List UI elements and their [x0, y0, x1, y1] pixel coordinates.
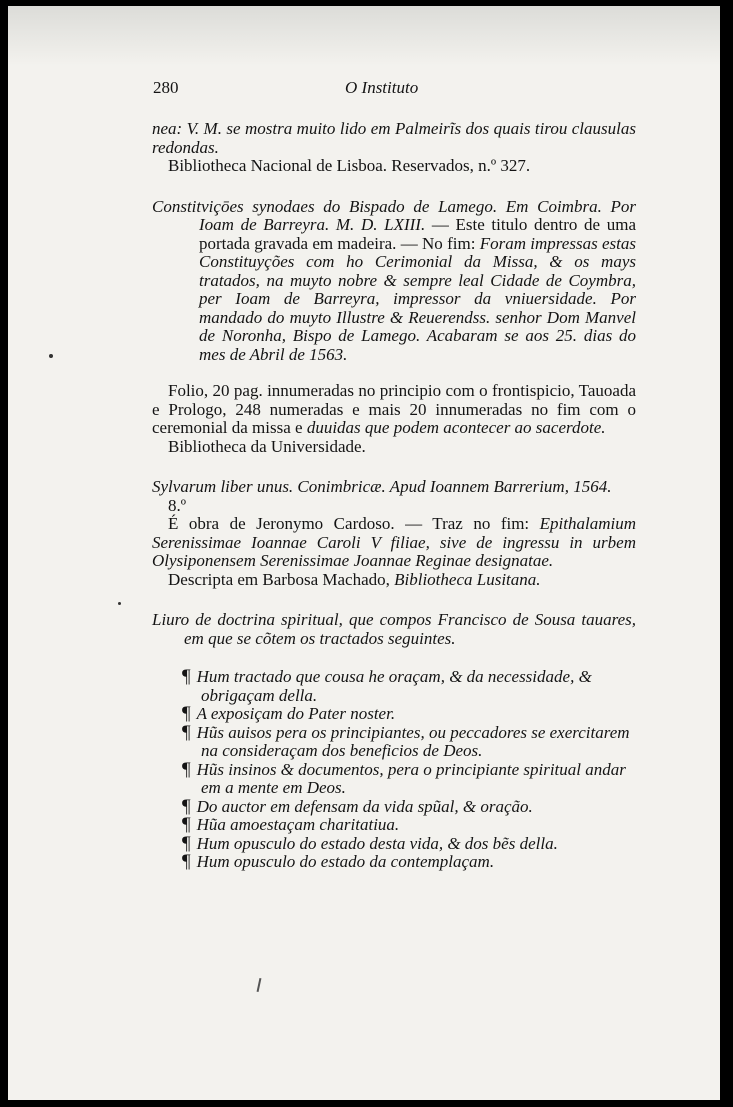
page-number: 280 — [153, 78, 179, 97]
description-italic: Epithalamium Serenissimae Ioannae Caroli V filiae, sive de ingressu in urbem Olysiponensem Serenissimae Joannae Reginae designatae. — [152, 514, 636, 570]
library-reference: Bibliotheca da Universidade. — [168, 436, 366, 456]
library-reference: Bibliotheca Nacional de Lisboa. Reservados, n.º 327. — [168, 156, 531, 175]
entry-sylvarum: Sylvarum liber unus. Conimbricæ. Apud Ioannem Barrerium, 1564. — [152, 477, 612, 496]
list-item: ¶ Hũs auisos pera os principiantes, ou peccadores se exercitarem na consideraçam dos beneficios de Deos. — [182, 721, 630, 760]
pilcrow-icon: ¶ — [182, 851, 191, 872]
entry-collation — [152, 382, 636, 438]
entry-colophon: Foram impressas estas Constituyções com ho Cerimonial da Missa, & os mays tratados, na muyto nobre & sempre leal Cidade de Coymbra, per Ioam de Barreyra, impressor da vniuersidade. Por mandado do muyto Illustre & Reuerendss. senhor Dom Manvel de Noronha, Bispo de Lamego. Acabaram se aos 25. dias do mes de Abril de 1563. — [199, 233, 636, 364]
scan-shading — [8, 6, 720, 66]
page-header — [8, 78, 720, 102]
entry-liuro: Liuro de doctrina spiritual, que compos Francisco de Sousa tauares, em que se cõtem os tractados seguintes. — [152, 610, 636, 648]
reference-text: Descripta em Barbosa Machado, — [168, 569, 395, 589]
entry-title: Constitviçōes synodaes do Bispado de Lamego. Em Coimbra. Por Ioam de Barreyra. M. D. LXIII. — [152, 196, 636, 234]
list-item: ¶ A exposiçam do Pater noster. — [182, 703, 396, 724]
body-text — [152, 120, 636, 872]
entry-description: — Este titulo dentro de uma portada gravada em madeira. — No fim: — [199, 215, 637, 253]
running-title: O Instituto — [345, 78, 419, 97]
reference-work: Bibliotheca Lusitana. — [394, 569, 541, 589]
pilcrow-icon: ¶ — [182, 666, 191, 687]
continued-quote: nea: V. M. se mostra muito lido em Palmeirĩs dos quais tirou clausulas redondas. — [152, 119, 636, 157]
collation-text: Folio, 20 pag. innumeradas no principio com o frontispicio, Tauoada e Prologo, 248 numeradas e mais 20 innumeradas no fim com o ceremonial da missa e — [152, 381, 636, 437]
entry-format: 8.º — [168, 495, 187, 515]
entry-reference — [152, 571, 636, 590]
contents-list — [152, 668, 636, 872]
pilcrow-icon: ¶ — [182, 814, 191, 835]
list-item: ¶ Hum opusculo do estado da contemplaçam. — [182, 851, 495, 872]
ink-mark — [257, 978, 262, 992]
pilcrow-icon: ¶ — [182, 758, 191, 780]
entry-constituicoes — [152, 198, 636, 365]
pilcrow-icon: ¶ — [182, 832, 191, 854]
entry-description — [152, 515, 636, 571]
pilcrow-icon: ¶ — [182, 721, 191, 743]
pilcrow-icon: ¶ — [182, 795, 191, 817]
list-item: ¶ Hũs insinos & documentos, pera o principiante spiritual andar em a mente em Deos. — [182, 758, 626, 797]
scanned-page — [8, 6, 720, 1100]
list-item: ¶ Hũa amoestaçam charitatiua. — [182, 814, 400, 835]
list-item: ¶ Do auctor em defensam da vida spũal, & oração. — [182, 795, 533, 817]
collation-italic: duuidas que podem acontecer ao sacerdote. — [306, 418, 606, 437]
list-item: ¶ Hum opusculo do estado desta vida, & dos bẽs della. — [182, 832, 558, 854]
ink-speck — [49, 354, 53, 358]
ink-speck — [118, 602, 121, 605]
list-item: ¶ Hum tractado que cousa he oraçam, & da necessidade, & obrigaçam della. — [182, 666, 592, 705]
description-text: É obra de Jeronymo Cardoso. — Traz no fim: — [168, 514, 540, 533]
pilcrow-icon: ¶ — [182, 703, 191, 724]
